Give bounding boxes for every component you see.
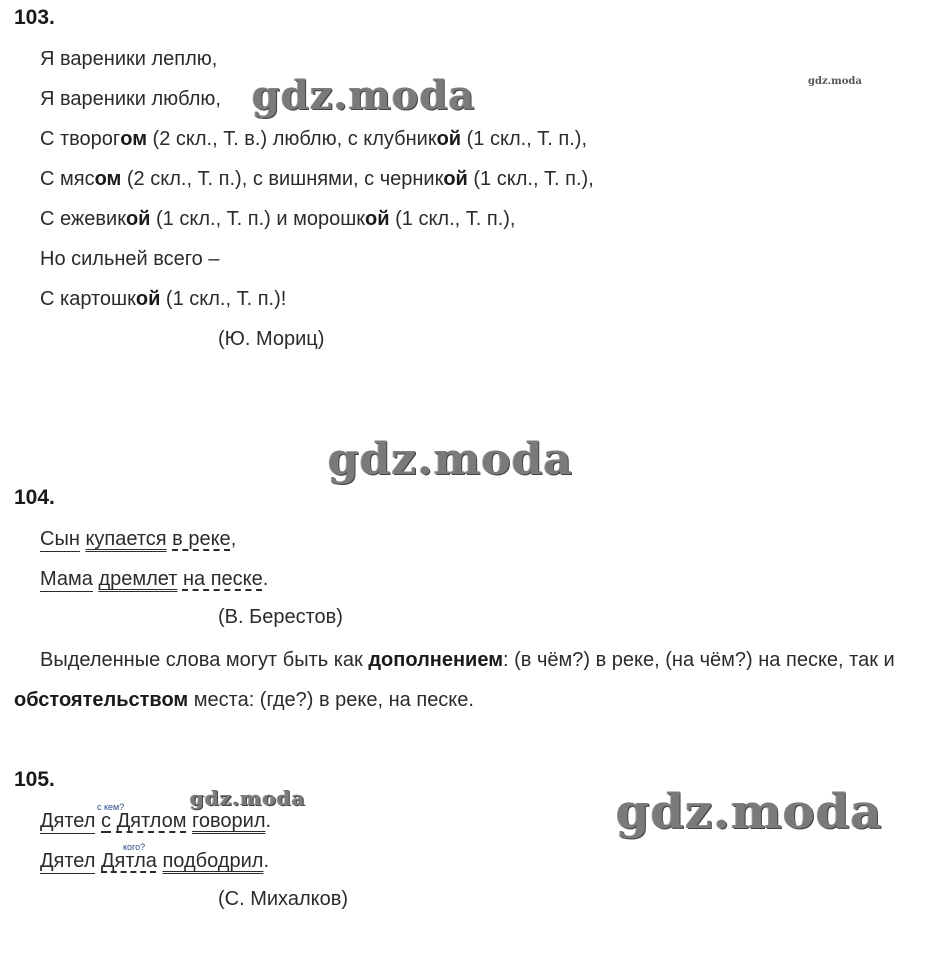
poem-103-line-1	[40, 46, 217, 72]
watermark-gdz-moda-inline: gdz.moda	[190, 786, 306, 810]
line-text: (1 скл., Т. п.),	[389, 208, 516, 230]
line-text: (1 скл., Т. п.)!	[160, 288, 287, 310]
case-ending: ом	[94, 168, 122, 190]
watermark-gdz-moda-right: gdz.moda	[616, 784, 883, 840]
poem-103-line-5	[40, 206, 516, 232]
line-text: (1 скл., Т. п.),	[467, 168, 594, 190]
para-bold-term: обстоятельством	[14, 689, 189, 711]
line-text: (2 скл., Т. п.), с вишнями, с черник	[121, 168, 444, 190]
line-text: С картошк	[40, 288, 136, 310]
para-text: : (в чём?) в реке, (на чём?) на песке, так и	[503, 649, 895, 671]
object-word: с	[101, 810, 112, 832]
punct: .	[262, 568, 269, 590]
poem-105-line-1	[40, 802, 272, 834]
poem-104-line-2	[40, 566, 268, 592]
case-ending: ой	[125, 208, 151, 230]
subject-word: Сын	[40, 528, 80, 550]
object-word: Дятла	[101, 850, 157, 872]
poem-103-line-2	[40, 86, 221, 112]
line-text: С мяс	[40, 168, 95, 190]
para-text: места: (где?) в реке, на песке.	[188, 689, 474, 711]
predicate-word: говорил	[192, 810, 266, 832]
watermark-small: gdz.moda	[808, 76, 862, 87]
line-text: С творог	[40, 128, 121, 150]
subject-word: Дятел	[40, 810, 96, 832]
poem-103-line-4	[40, 166, 594, 192]
predicate-word: дремлет	[98, 568, 178, 590]
subject-word: Дятел	[40, 850, 96, 872]
predicate-word: подбодрил	[162, 850, 264, 872]
line-text: (1 скл., Т. п.) и морошк	[150, 208, 366, 230]
subject-word: Мама	[40, 568, 93, 590]
line-text: Я вареники леплю,	[40, 48, 218, 70]
author-105: (С. Михалков)	[218, 888, 348, 910]
line-text: (2 скл., Т. в.) люблю, с клубник	[146, 128, 437, 150]
object-phrase	[101, 842, 157, 874]
exercise-number-105: 105.	[14, 768, 55, 791]
poem-103-line-3	[40, 126, 587, 152]
case-ending: ой	[443, 168, 468, 190]
adverbial-word: в реке	[172, 528, 231, 550]
watermark-gdz-moda: gdz.moda	[252, 72, 476, 119]
exercise-number-104: 104.	[14, 486, 55, 509]
punct: .	[265, 810, 272, 832]
question-label: с кем?	[97, 802, 125, 812]
author-103: (Ю. Мориц)	[218, 328, 325, 350]
line-text: Но сильней всего –	[40, 248, 220, 270]
author-104: (В. Берестов)	[218, 606, 343, 628]
poem-103-line-7	[40, 286, 286, 312]
line-text: С ежевик	[40, 208, 126, 230]
exercise-number-103: 103.	[14, 6, 55, 29]
para-bold-term: дополнением	[368, 649, 504, 671]
object-phrase	[97, 802, 125, 834]
adverbial-word: на песке	[182, 568, 263, 590]
case-ending: ой	[365, 208, 390, 230]
poem-104-line-1	[40, 526, 236, 552]
punct: .	[263, 850, 269, 872]
poem-103-line-6	[40, 246, 219, 272]
case-ending: ой	[135, 288, 161, 310]
predicate-word: купается	[85, 528, 167, 550]
line-text: (1 скл., Т. п.),	[461, 128, 588, 150]
line-text: Я вареники люблю,	[40, 88, 221, 110]
case-ending: ом	[120, 128, 147, 150]
watermark-gdz-moda-center: gdz.moda	[328, 434, 574, 485]
poem-105-line-2	[40, 842, 269, 874]
case-ending: ой	[436, 128, 462, 150]
punct: ,	[230, 528, 237, 550]
explanation-paragraph	[14, 640, 919, 720]
object-word: Дятлом	[116, 810, 187, 832]
para-text: Выделенные слова могут быть как	[40, 649, 369, 671]
question-label: кого?	[123, 842, 146, 852]
